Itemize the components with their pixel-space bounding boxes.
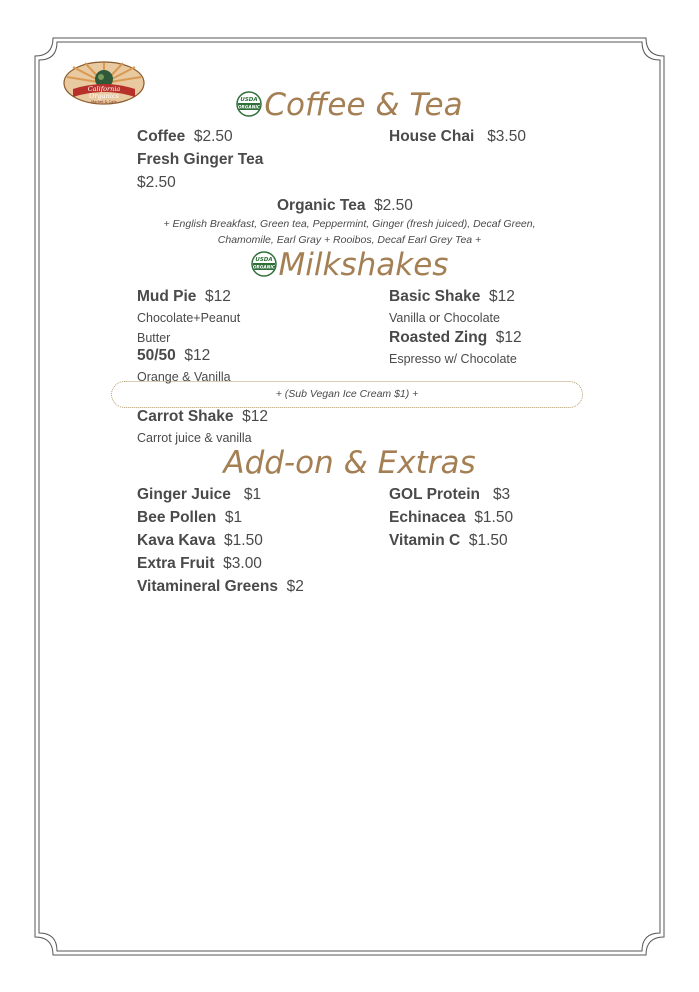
svg-text:USDA: USDA <box>254 256 273 263</box>
menu-item-ginger-juice: Ginger Juice $1 <box>137 486 262 503</box>
menu-item-basic-shake: Basic Shake $12 Vanilla or Chocolate <box>389 288 515 325</box>
menu-item-vitamin-c: Vitamin C $1.50 <box>389 532 508 549</box>
menu-item-vitamineral-greens: Vitamineral Greens $2 <box>137 578 304 595</box>
milkshakes-heading <box>0 247 699 283</box>
menu-item-kava-kava: Kava Kava $1.50 <box>137 532 263 549</box>
tea-varieties-note: + English Breakfast, Green tea, Peppermint, Ginger (fresh juiced), Decaf Green, Chamomile, Earl Gray + Rooibos, Decaf Earl Grey Tea + <box>163 218 536 246</box>
vegan-ice-cream-note: + (Sub Vegan Ice Cream $1) + <box>111 381 583 408</box>
usda-organic-icon <box>251 251 277 277</box>
menu-item-bee-pollen: Bee Pollen $1 <box>137 509 243 526</box>
svg-text:ORGANIC: ORGANIC <box>238 105 261 110</box>
addons-heading <box>0 445 699 481</box>
coffee-tea-heading-text: Coffee & Tea <box>264 87 463 123</box>
menu-item-extra-fruit: Extra Fruit $3.00 <box>137 555 262 572</box>
menu-item-organic-tea: Organic Tea $2.50 <box>277 197 413 214</box>
menu-item-fresh-ginger-tea: Fresh Ginger Tea $2.50 <box>137 151 264 191</box>
menu-item-house-chai: House Chai $3.50 <box>389 128 526 145</box>
usda-organic-icon <box>236 91 262 117</box>
svg-text:ORGANIC: ORGANIC <box>252 265 275 270</box>
svg-text:Market & Cafe: Market & Cafe <box>91 100 117 104</box>
menu-item-roasted-zing: Roasted Zing $12 Espresso w/ Chocolate <box>389 329 522 366</box>
milkshakes-heading-text: Milkshakes <box>278 247 449 283</box>
menu-item-coffee: Coffee $2.50 <box>137 128 233 145</box>
menu-item-gol-protein: GOL Protein $3 <box>389 486 511 503</box>
svg-text:Organics: Organics <box>89 92 119 100</box>
menu-item-echinacea: Echinacea $1.50 <box>389 509 514 526</box>
coffee-tea-heading <box>0 87 699 123</box>
menu-item-carrot-shake: Carrot Shake $12 Carrot juice & vanilla <box>137 408 268 445</box>
svg-text:California: California <box>87 85 121 93</box>
addons-heading-text: Add-on & Extras <box>223 445 476 481</box>
svg-text:USDA: USDA <box>240 96 259 103</box>
menu-item-50-50: 50/50 $12 Orange & Vanilla <box>137 347 231 384</box>
menu-item-mud-pie: Mud Pie $12 Chocolate+Peanut Butter <box>137 288 241 345</box>
